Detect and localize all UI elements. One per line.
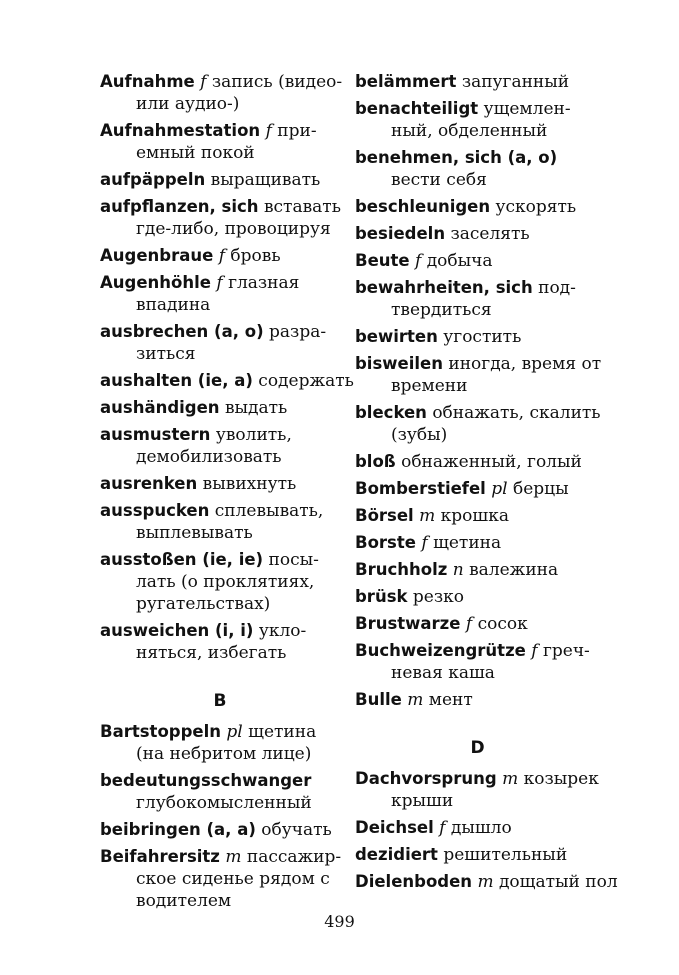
translation-text: вставать [263, 197, 341, 217]
entry-line [355, 532, 600, 554]
translation-text: глазная [228, 273, 300, 293]
headword: aufpäppeln [100, 170, 206, 189]
headword: Deichsel [355, 818, 434, 837]
grammar-label: f [465, 614, 473, 634]
headword: Bulle [355, 690, 402, 709]
entry-line [355, 451, 600, 473]
headword: Augenbraue [100, 246, 214, 265]
entry-line [100, 721, 340, 743]
entry-line [355, 353, 600, 375]
grammar-label: f [218, 246, 225, 266]
headword: ausmustern [100, 425, 211, 444]
entry-line [355, 223, 600, 245]
grammar-label: m [477, 872, 494, 892]
entry-line [355, 375, 600, 397]
dictionary-entry [100, 120, 340, 164]
headword: aufpflanzen, sich [100, 197, 259, 216]
headword: ausspucken [100, 501, 210, 520]
entry-line [100, 196, 340, 218]
section-letter-b: B [213, 691, 227, 711]
headword: aushändigen [100, 398, 220, 417]
translation-text: заселять [450, 224, 530, 244]
translation-text: пассажир- [246, 847, 342, 867]
grammar-label: m [225, 847, 242, 867]
entry-line [100, 397, 340, 419]
dictionary-entry [100, 770, 340, 814]
dictionary-entry [355, 586, 600, 608]
translation-text: иногда, время от [448, 354, 602, 374]
section-b-entry-list [100, 721, 340, 912]
translation-text: резко [412, 587, 464, 607]
dictionary-entry [355, 613, 600, 635]
translation-text: твердиться [391, 300, 492, 320]
grammar-label: f [265, 121, 272, 141]
translation-text: сплевывать, [214, 501, 324, 521]
entry-line [100, 321, 340, 343]
dictionary-entry [355, 223, 600, 245]
entry-line [100, 890, 340, 912]
entry-line [355, 662, 600, 684]
dictionary-entry [355, 478, 600, 500]
headword: ausweichen (i, i) [100, 621, 254, 640]
entry-line [100, 473, 340, 495]
headword: Börsel [355, 506, 414, 525]
grammar-label: pl [491, 479, 508, 499]
entry-line [355, 871, 618, 893]
dictionary-entry [355, 250, 600, 272]
entry-line [100, 93, 340, 115]
headword: Bomberstiefel [355, 479, 486, 498]
translation-text: или аудио-) [136, 94, 240, 114]
dictionary-entry [355, 844, 600, 866]
headword: bewahrheiten, sich [355, 278, 533, 297]
entry-line [100, 343, 340, 365]
entry-line [100, 71, 343, 93]
dictionary-entry [355, 559, 600, 581]
translation-text: угостить [443, 327, 522, 347]
right-entry-list [355, 71, 600, 711]
translation-text: греч- [542, 641, 590, 661]
translation-text: обучать [261, 820, 332, 840]
entry-line [355, 768, 600, 790]
translation-text: (зубы) [391, 425, 448, 445]
section-letter-d: D [470, 738, 485, 758]
translation-text: глубокомысленный [136, 793, 312, 813]
grammar-label: m [502, 769, 519, 789]
translation-text: выплевывать [136, 523, 253, 543]
entry-line [355, 277, 600, 299]
section-d-entry-list [355, 768, 618, 893]
left-column [100, 71, 354, 917]
grammar-label: f [531, 641, 538, 661]
translation-text: няться, избегать [136, 643, 287, 663]
translation-text: невая каша [391, 663, 495, 683]
translation-text: козырек [523, 769, 599, 789]
headword: Beute [355, 251, 410, 270]
headword: Bartstoppeln [100, 722, 221, 741]
dictionary-entry [100, 169, 340, 191]
grammar-label: m [419, 506, 436, 526]
translation-text: валежина [469, 560, 559, 580]
headword: bewirten [355, 327, 438, 346]
entry-line [100, 819, 340, 841]
dictionary-entry [100, 819, 340, 841]
headword: ausrenken [100, 474, 198, 493]
entry-line [355, 98, 600, 120]
entry-line [100, 846, 340, 868]
entry-line [100, 272, 340, 294]
grammar-label: f [216, 273, 223, 293]
dictionary-entry [100, 196, 340, 240]
entry-line [100, 169, 340, 191]
dictionary-entry [100, 321, 340, 365]
grammar-label: f [439, 818, 446, 838]
headword: benehmen, sich (a, o) [355, 148, 558, 167]
translation-text: уволить, [215, 425, 292, 445]
headword: dezidiert [355, 845, 438, 864]
translation-text: под- [538, 278, 576, 298]
translation-text: вести себя [391, 170, 487, 190]
translation-text: обнажать, скалить [432, 403, 601, 423]
dictionary-entry [355, 196, 600, 218]
right-column [355, 71, 618, 898]
entry-line [100, 770, 340, 792]
translation-text: водителем [136, 891, 232, 911]
dictionary-entry [355, 326, 600, 348]
entry-line [355, 640, 600, 662]
translation-text: посы- [268, 550, 319, 570]
grammar-label: n [452, 560, 464, 580]
dictionary-entry [355, 71, 600, 93]
dictionary-entry [100, 620, 340, 664]
translation-text: укло- [258, 621, 307, 641]
entry-line [355, 71, 600, 93]
dictionary-entry [355, 505, 600, 527]
entry-line [355, 559, 600, 581]
headword: beibringen (a, a) [100, 820, 256, 839]
grammar-label: f [200, 72, 207, 92]
translation-text: крыши [391, 791, 454, 811]
left-entry-list [100, 71, 354, 664]
dictionary-entry [355, 768, 600, 812]
translation-text: времени [391, 376, 468, 396]
entry-line [100, 642, 340, 664]
translation-text: выдать [224, 398, 288, 418]
entry-line [355, 505, 600, 527]
dictionary-entry [355, 353, 600, 397]
translation-text: выращивать [210, 170, 321, 190]
translation-text: щетина [248, 722, 317, 742]
headword: ausstoßen (ie, ie) [100, 550, 264, 569]
dictionary-entry [355, 871, 618, 893]
headword: aushalten (ie, a) [100, 371, 253, 390]
dictionary-entry [355, 640, 600, 684]
translation-text: щетина [433, 533, 502, 553]
translation-text: вывихнуть [202, 474, 297, 494]
headword: belämmert [355, 72, 457, 91]
translation-text: обнаженный, голый [401, 452, 582, 472]
translation-text: впадина [136, 295, 211, 315]
headword: besiedeln [355, 224, 446, 243]
entry-line [355, 844, 600, 866]
entry-line [100, 294, 340, 316]
dictionary-entry [100, 245, 340, 267]
headword: Dachvorsprung [355, 769, 497, 788]
entry-line [100, 571, 340, 593]
entry-line [100, 370, 354, 392]
entry-line [355, 790, 600, 812]
entry-line [100, 500, 340, 522]
headword: Beifahrersitz [100, 847, 220, 866]
translation-text: демобилизовать [136, 447, 282, 467]
grammar-label: f [415, 251, 422, 271]
entry-line [355, 689, 600, 711]
translation-text: дышло [450, 818, 512, 838]
translation-text: (на небритом лице) [136, 744, 312, 764]
translation-text: зиться [136, 344, 196, 364]
headword: brüsk [355, 587, 408, 606]
translation-text: мент [428, 690, 473, 710]
grammar-label: m [407, 690, 424, 710]
translation-text: ный, обделенный [391, 121, 548, 141]
translation-text: запись (видео- [211, 72, 343, 92]
translation-text: емный покой [136, 143, 255, 163]
dictionary-entry [355, 532, 600, 554]
headword: Borste [355, 533, 416, 552]
translation-text: крошка [440, 506, 509, 526]
headword: ausbrechen (a, o) [100, 322, 264, 341]
entry-line [355, 817, 600, 839]
entry-line [100, 142, 340, 164]
headword: benachteiligt [355, 99, 479, 118]
translation-text: лать (о проклятиях, [136, 572, 315, 592]
entry-line [100, 792, 340, 814]
translation-text: запуганный [461, 72, 570, 92]
translation-text: добыча [426, 251, 493, 271]
dictionary-entry [355, 147, 600, 191]
dictionary-entry [100, 272, 340, 316]
headword: bedeutungsschwanger [100, 771, 312, 790]
translation-text: дощатый пол [498, 872, 618, 892]
headword: Bruchholz [355, 560, 448, 579]
dictionary-entry [100, 846, 340, 912]
entry-line [100, 218, 340, 240]
translation-text: бровь [230, 246, 281, 266]
entry-line [355, 169, 600, 191]
dictionary-entry [355, 98, 600, 142]
entry-line [100, 424, 340, 446]
translation-text: решительный [443, 845, 568, 865]
entry-line [355, 613, 600, 635]
translation-text: ускорять [495, 197, 577, 217]
entry-line [100, 593, 340, 615]
headword: Aufnahmestation [100, 121, 261, 140]
entry-line [355, 250, 600, 272]
entry-line [355, 326, 600, 348]
entry-line [100, 446, 340, 468]
headword: Augenhöhle [100, 273, 211, 292]
dictionary-entry [355, 689, 600, 711]
entry-line [355, 424, 600, 446]
entry-line [355, 299, 600, 321]
dictionary-entry [100, 424, 340, 468]
page-number: 499 [324, 912, 355, 931]
entry-line [100, 522, 340, 544]
dictionary-entry [100, 473, 340, 495]
translation-text: ущемлен- [483, 99, 571, 119]
entry-line [355, 147, 600, 169]
translation-text: ское сиденье рядом с [136, 869, 330, 889]
dictionary-entry [100, 549, 340, 615]
translation-text: берцы [512, 479, 569, 499]
dictionary-entry [100, 721, 340, 765]
entry-line [355, 120, 600, 142]
dictionary-entry [355, 451, 600, 473]
headword: Aufnahme [100, 72, 195, 91]
dictionary-entry [100, 500, 340, 544]
dictionary-entry [355, 817, 600, 839]
translation-text: содержать [258, 371, 354, 391]
headword: beschleunigen [355, 197, 491, 216]
translation-text: ругательствах) [136, 594, 271, 614]
translation-text: при- [277, 121, 317, 141]
dictionary-entry [100, 370, 354, 392]
headword: bloß [355, 452, 396, 471]
entry-line [100, 120, 340, 142]
grammar-label: pl [226, 722, 243, 742]
headword: blecken [355, 403, 427, 422]
translation-text: сосок [477, 614, 528, 634]
dictionary-entry [355, 402, 600, 446]
entry-line [355, 478, 600, 500]
entry-line [100, 620, 340, 642]
dictionary-entry [100, 71, 343, 115]
entry-line [100, 868, 340, 890]
dictionary-entry [355, 277, 600, 321]
dictionary-entry [100, 397, 340, 419]
headword: bisweilen [355, 354, 443, 373]
headword: Dielenboden [355, 872, 473, 891]
grammar-label: f [421, 533, 428, 553]
translation-text: где-либо, провоцируя [136, 219, 331, 239]
entry-line [355, 402, 600, 424]
entry-line [355, 196, 600, 218]
entry-line [355, 586, 600, 608]
translation-text: разра- [269, 322, 327, 342]
entry-line [100, 743, 340, 765]
entry-line [100, 549, 340, 571]
headword: Buchweizengrütze [355, 641, 526, 660]
headword: Brustwarze [355, 614, 461, 633]
entry-line [100, 245, 340, 267]
